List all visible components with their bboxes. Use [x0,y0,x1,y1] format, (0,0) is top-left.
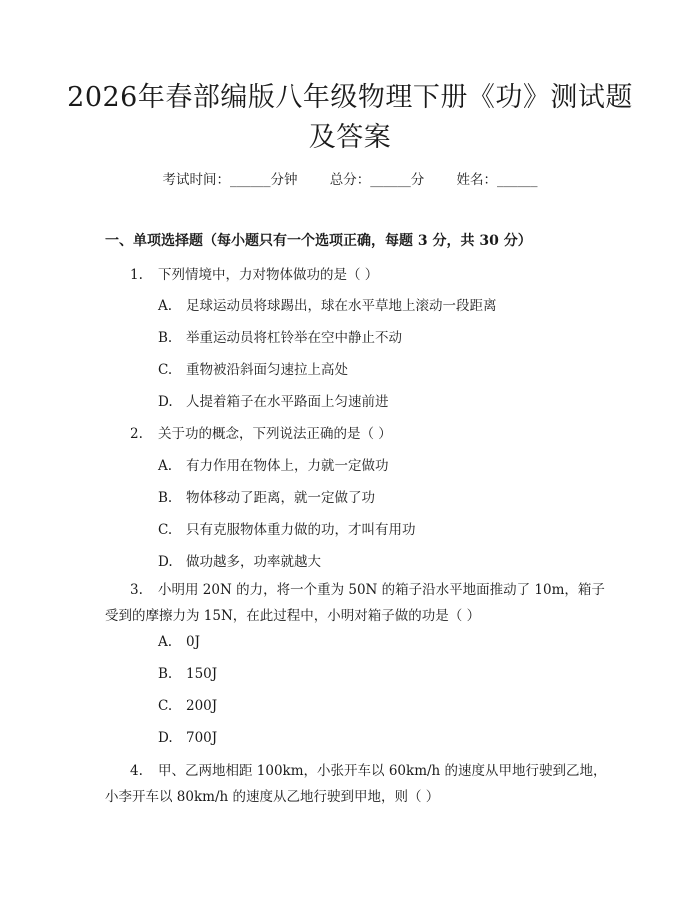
question-2-option-b [158,486,375,506]
exam-info [0,168,700,188]
option-letter: A. [158,634,173,650]
question-stem: 甲、乙两地相距 100km，小张开车以 60km/h 的速度从甲地行驶到乙地，小李开车以 80km/h 的速度从乙地行驶到甲地，则（ ） [105,763,607,805]
option-letter: B. [158,490,173,506]
option-text: 举重运动员将杠铃举在空中静止不动 [186,330,402,346]
question-4 [105,758,610,810]
option-text: 物体移动了距离，就一定做了功 [186,490,375,506]
option-letter: B. [158,666,173,682]
question-stem: 下列情境中，力对物体做功的是（ ） [158,267,379,283]
question-2 [130,422,392,442]
option-text: 700J [186,730,218,746]
option-text: 足球运动员将球踢出，球在水平草地上滚动一段距离 [186,298,497,314]
question-1-option-d [158,390,389,410]
question-stem: 关于功的概念，下列说法正确的是（ ） [158,426,392,442]
question-3-option-d [158,730,217,746]
question-2-option-a [158,454,389,474]
question-number: 4. [130,763,143,779]
option-letter: C. [158,522,173,538]
option-letter: C. [158,698,173,714]
question-3-option-a [158,634,200,650]
exam-total-score: 总分：______分 [329,172,425,188]
option-letter: D. [158,394,173,410]
question-1-option-c [158,358,348,378]
option-text: 0J [186,634,201,650]
option-text: 200J [186,698,218,714]
question-2-option-d [158,550,321,570]
question-1-option-a [158,294,497,314]
question-3-option-b [158,666,217,682]
option-letter: B. [158,330,173,346]
question-1 [130,263,378,283]
option-letter: D. [158,554,173,570]
option-letter: C. [158,362,173,378]
option-text: 人提着箱子在水平路面上匀速前进 [186,394,389,410]
exam-student-name: 姓名：______ [456,172,538,188]
option-text: 只有克服物体重力做的功，才叫有用功 [186,522,416,538]
question-number: 3. [130,582,143,598]
option-letter: A. [158,458,173,474]
question-3-option-c [158,698,217,714]
option-text: 做功越多，功率就越大 [186,554,321,570]
document-title: 2026年春部编版八年级物理下册《功》测试题及答案 [67,82,633,153]
question-3 [105,577,610,629]
option-letter: A. [158,298,173,314]
option-text: 150J [186,666,218,682]
question-number: 1. [130,267,143,283]
option-text: 重物被沿斜面匀速拉上高处 [186,362,348,378]
question-stem: 小明用 20N 的力，将一个重为 50N 的箱子沿水平地面推动了 10m，箱子受到的摩擦力为 15N，在此过程中，小明对箱子做的功是（ ） [105,582,605,624]
exam-time: 考试时间：______分钟 [162,172,298,188]
section-heading: 一、单项选择题（每小题只有一个选项正确，每题 3 分，共 30 分） [105,233,532,249]
question-number: 2. [130,426,143,442]
question-1-option-b [158,326,402,346]
question-2-option-c [158,518,416,538]
option-text: 有力作用在物体上，力就一定做功 [186,458,389,474]
option-letter: D. [158,730,173,746]
